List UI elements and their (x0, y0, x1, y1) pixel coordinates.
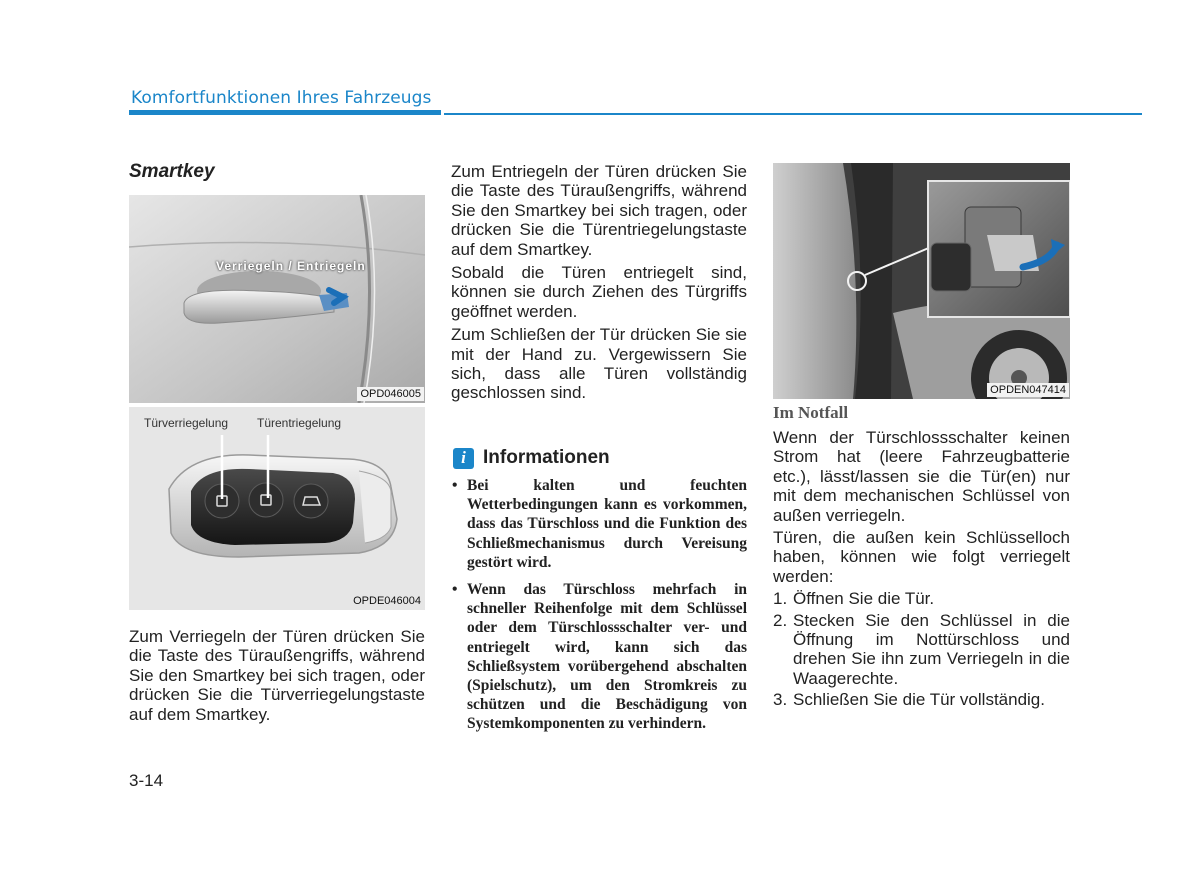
info-bullet-list (451, 476, 747, 742)
step-text: Stecken Sie den Schlüssel in die Öffnung im Nottürschloss und drehen Sie ihn zum Verriegeln in die Waagerechte. (793, 610, 1070, 688)
lock-button-label: Türverriegelung (144, 416, 229, 430)
section-title: Smartkey (129, 161, 215, 182)
paragraph: Wenn der Türschlossschalter keinen Strom hat (leere Fahrzeugbatterie etc.), lässt/lassen sie die Tür(en) nur mit dem mechanischen Schlüssel von außen verriegeln. (773, 428, 1070, 525)
info-title: Informationen (483, 447, 610, 468)
header-rule-thin (444, 113, 1142, 115)
info-heading (453, 446, 610, 470)
step-item (773, 611, 1070, 689)
emergency-steps (773, 589, 1070, 709)
step-item (773, 589, 1070, 608)
door-latch-illustration (773, 163, 1070, 399)
unlock-instructions (451, 162, 747, 407)
door-handle-figure (129, 195, 425, 403)
figure-code: OPDEN047414 (987, 383, 1069, 397)
door-latch-figure (773, 163, 1070, 399)
figure-code: OPDE046004 (350, 594, 424, 608)
step-text: Schließen Sie die Tür vollständig. (793, 690, 1045, 710)
emergency-instructions (773, 428, 1070, 712)
info-bullet: • Wenn das Türschloss mehrfach in schneller Reihenfolge mit dem Schlüssel oder dem Türschlossschalter ver- und entriegelt wird, kann sich das Schließsystem vorübergehend abschalten (Spielschutz), um den Stromkreis zu schützen und die Beschädigung von Systemkomponenten zu verhindern. (451, 580, 747, 734)
lock-instruction-text: Zum Verriegeln der Türen drücken Sie die Taste des Türaußengriffs, während Sie den Smartkey bei sich tragen, oder drücken Sie die Türverriegelungstaste auf dem Smartkey. (129, 627, 425, 724)
page-number: 3-14 (129, 771, 164, 790)
figure-code: OPD046005 (357, 387, 424, 401)
paragraph: Zum Schließen der Tür drücken Sie sie mit der Hand zu. Vergewissern Sie sich, dass alle Türen vollständig geschlossen sind. (451, 325, 747, 403)
info-icon: i (453, 448, 474, 469)
step-text: Öffnen Sie die Tür. (793, 589, 935, 609)
info-bullet: • Bei kalten und feuchten Wetterbedingungen kann es vorkommen, dass das Türschloss und die Funktion des Schließmechanismus durch Vereisung gestört wird. (451, 476, 747, 572)
step-number: 3. (773, 690, 788, 710)
unlock-button-label: Türentriegelung (257, 416, 342, 430)
door-handle-illustration (129, 195, 425, 403)
paragraph: Türen, die außen kein Schlüsselloch haben, können wie folgt verriegelt werden: (773, 528, 1070, 586)
smartkey-illustration (129, 407, 425, 610)
emergency-heading: Im Notfall (773, 403, 849, 422)
step-number: 1. (773, 589, 788, 609)
step-number: 2. (773, 610, 788, 630)
paragraph: Zum Entriegeln der Türen drücken Sie die Taste des Türaußengriffs, während Sie den Smartkey bei sich tragen, oder drücken Sie die Türentriegelungstaste auf dem Smartkey. (451, 162, 747, 259)
step-item (773, 690, 1070, 709)
header-rule-thick (129, 110, 441, 115)
paragraph: Sobald die Türen entriegelt sind, können sie durch Ziehen des Türgriffs geöffnet werden. (451, 263, 747, 321)
door-handle-overlay-label: Verriegeln / Entriegeln (216, 259, 366, 273)
chapter-title: Komfortfunktionen Ihres Fahrzeugs (131, 88, 432, 108)
key-fob-figure (129, 407, 425, 610)
